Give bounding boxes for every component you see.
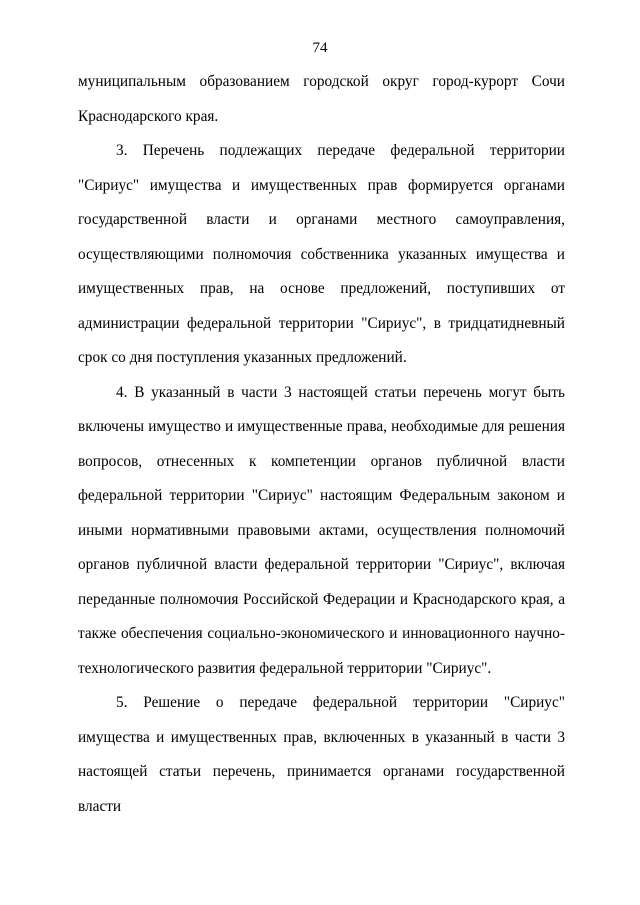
paragraph-item-4: 4. В указанный в части 3 настоящей статьи перечень могут быть включены имущество и имущественные права, необходимые для решения вопросов, отнесенных к компетенции органов публичной власти федеральной территории "Сириус" настоящим Федеральным законом и иными нормативными правовыми актами, осуществления полномочий органов публичной власти федеральной территории "Сириус", включая переданные полномочия Российской Федерации и Краснодарского края, а также обеспечения социально-экономического и инновационного научно-технологического развития федеральной территории "Сириус". [78, 383, 565, 677]
body-text [78, 65, 565, 824]
paragraph-continuation: муниципальным образованием городской округ город-курорт Сочи Краснодарского края. [78, 73, 565, 125]
paragraph-item-3: 3. Перечень подлежащих передаче федеральной территории "Сириус" имущества и имущественных прав формируется органами государственной власти и органами местного самоуправления, осуществляющими полномочия собственника указанных имущества и имущественных прав, на основе предложений, поступивших от администрации федеральной территории "Сириус", в тридцатидневный срок со дня поступления указанных предложений. [78, 142, 565, 366]
paragraph-item-5: 5. Решение о передаче федеральной территории "Сириус" имущества и имущественных прав, включенных в указанный в части 3 настоящей статьи перечень, принимается органами государственной власти [78, 694, 565, 815]
page-number: 74 [312, 40, 328, 56]
